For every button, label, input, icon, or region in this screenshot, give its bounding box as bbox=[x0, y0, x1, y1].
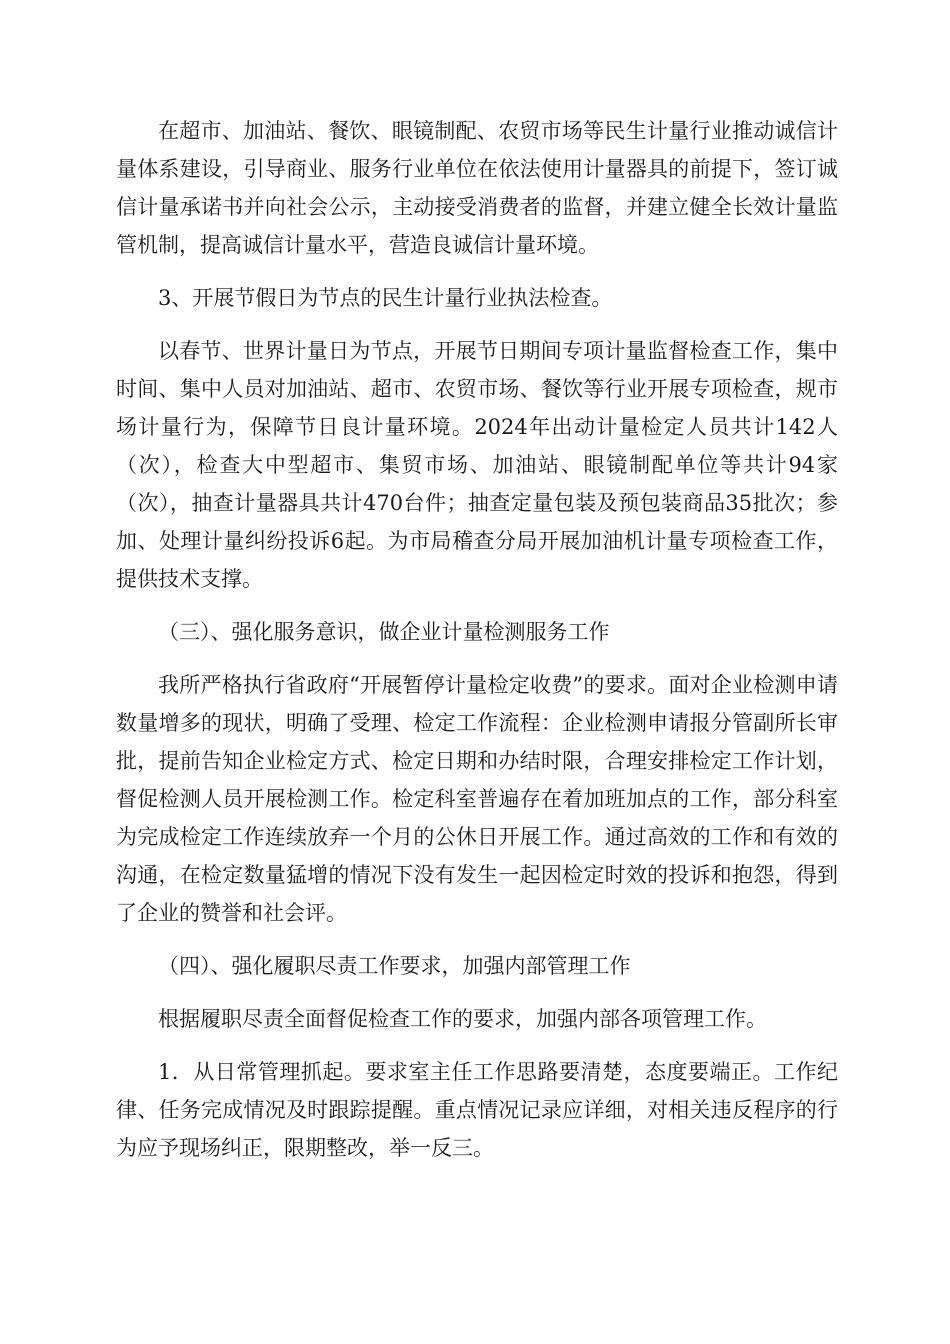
heading-internal-management: （四）、强化履职尽责工作要求，加强内部管理工作 bbox=[158, 954, 631, 978]
paragraph-internal-management: 根据履职尽责全面督促检查工作的要求，加强内部各项管理工作。 bbox=[158, 1007, 767, 1031]
paragraph-holiday-inspection: 以春节、世界计量日为节点，开展节日期间专项计量监督检查工作，集中时间、集中人员对加油站、超市、农贸市场、餐饮等行业开展专项检查，规市场计量行为，保障节日良计量环境。2024年出动计量检定人员共计142人（次），检查大中型超市、集贸市场、加油站、眼镜制配单位等共计94家（次），抽查计量器具共计470台件；抽查定量包装及预包装商品35批次；参加、处理计量纠纷投诉6起。为市局稽查分局开展加油机计量专项检查工作，提供技术支撑。 bbox=[116, 339, 838, 591]
heading-holiday-inspection: 3、开展节假日为节点的民生计量行业执法检查。 bbox=[158, 286, 613, 310]
paragraph-integrity-metrology: 在超市、加油站、餐饮、眼镜制配、农贸市场等民生计量行业推动诚信计量体系建设，引导商业、服务行业单位在依法使用计量器具的前提下，签订诚信计量承诺书并向社会公示，主动接受消费者的监督，并建立健全长效计量监管机制，提高诚信计量水平，营造良诚信计量环境。 bbox=[116, 119, 838, 257]
paragraph-service-awareness: 我所严格执行省政府“开展暂停计量检定收费”的要求。面对企业检测申请数量增多的现状，明确了受理、检定工作流程：企业检测申请报分管副所长审批，提前告知企业检定方式、检定日期和办结时限，合理安排检定工作计划，督促检测人员开展检测工作。检定科室普遍存在着加班加点的工作，部分科室为完成检定工作连续放弃一个月的公休日开展工作。通过高效的工作和有效的沟通，在检定数量猛增的情况下没有发生一起因检定时效的投诉和抱怨，得到了企业的赞誉和社会评。 bbox=[116, 673, 838, 925]
document-body bbox=[116, 112, 838, 1182]
heading-service-awareness: （三）、强化服务意识，做企业计量检测服务工作 bbox=[158, 620, 610, 644]
paragraph-daily-management: 1．从日常管理抓起。要求室主任工作思路要清楚，态度要端正。工作纪律、任务完成情况及时跟踪提醒。重点情况记录应详细，对相关违反程序的行为应予现场纠正，限期整改，举一反三。 bbox=[116, 1060, 838, 1160]
